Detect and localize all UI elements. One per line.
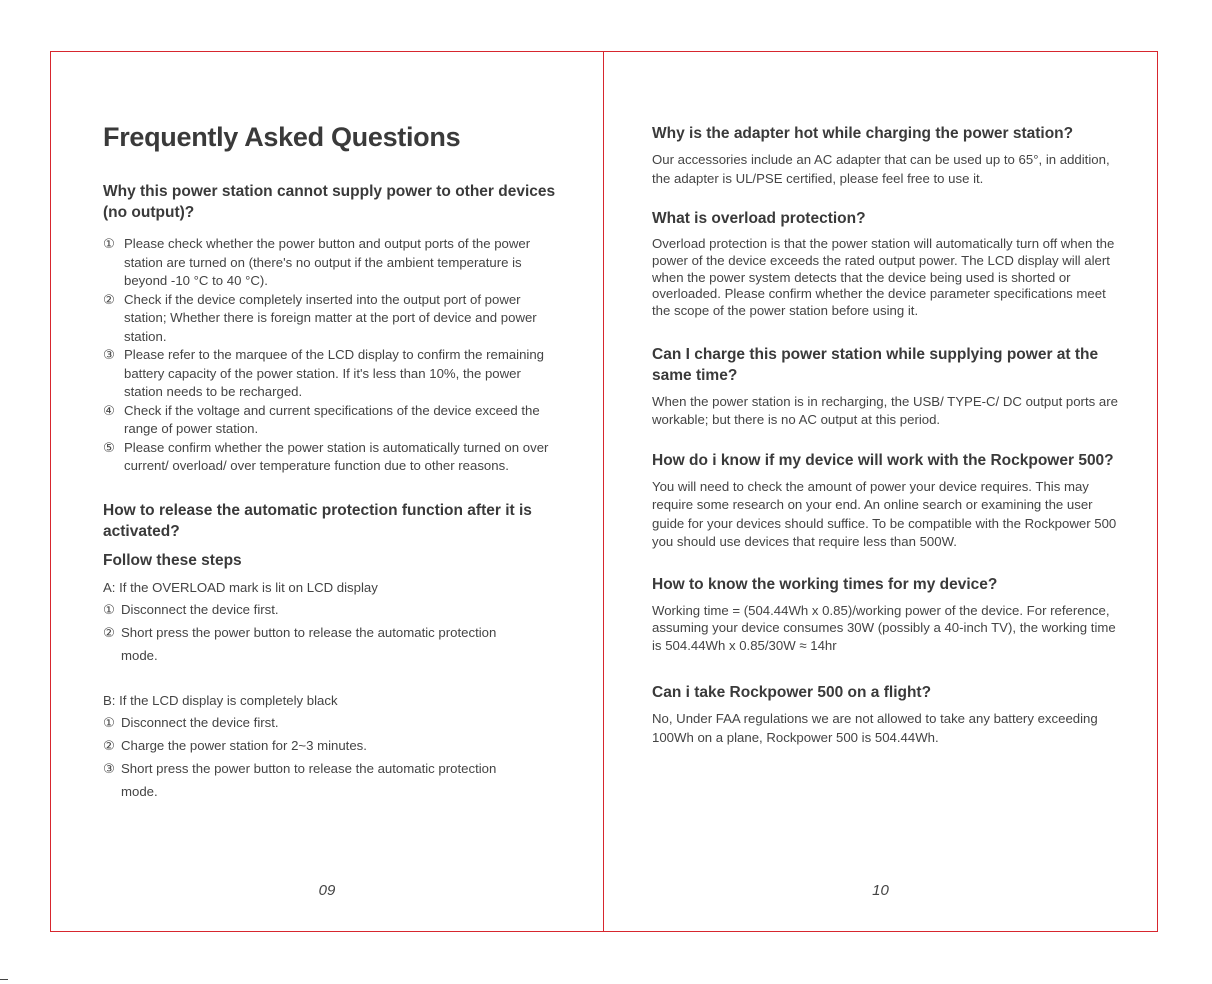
faq-answer: No, Under FAA regulations we are not allowed to take any battery exceeding 100Wh on a plane, Rockpower 500 is 504.44Wh. (652, 711, 1098, 745)
checklist-item (103, 346, 558, 402)
faq-question: How do i know if my device will work with the Rockpower 500? (652, 451, 1114, 469)
item-text: Please refer to the marquee of the LCD display to confirm the remaining battery capacity of the power station. If it's less than 10%, the power station needs to be recharged. (124, 347, 545, 399)
faq-answer: You will need to check the amount of power your device requires. This may require some research on your end. An online search or examining the user guide for your devices should suffice. To be compatible with the Rockpower 500 you should use devices that require less than 500W. (652, 478, 1117, 550)
step-text: Disconnect the device first. (121, 602, 279, 618)
faq-answer: When the power station is in recharging, the USB/ TYPE-C/ DC output ports are workable; but there is no AC output at this period. (652, 393, 1118, 428)
step-item (103, 758, 558, 781)
item-number: ② (103, 291, 115, 307)
checklist-item (103, 439, 558, 476)
case-a-label: A: If the OVERLOAD mark is lit on LCD display (103, 579, 378, 595)
step-item (103, 622, 558, 645)
item-text: Check if the voltage and current specifications of the device exceed the range of power station. (124, 402, 540, 436)
checklist-item (103, 291, 558, 347)
manual-spread (50, 51, 1158, 932)
checklist-item (103, 402, 558, 439)
spacer (103, 668, 558, 690)
item-text: Please confirm whether the power station is automatically turned on over current/ overload/ over temperature function due to other reasons. (124, 439, 549, 473)
question-release-protection: How to release the automatic protection function after it is activated? (103, 501, 532, 540)
case-b-label: B: If the LCD display is completely black (103, 692, 338, 708)
item-number: ③ (103, 347, 115, 362)
faq-answer: Our accessories include an AC adapter that can be used up to 65°, in addition, the adapter is UL/PSE certified, please feel free to use it. (652, 152, 1110, 186)
page-left (50, 51, 604, 932)
item-number: ① (103, 236, 115, 251)
step-item (103, 599, 558, 622)
step-number: ② (103, 625, 115, 641)
item-text: Please check whether the power button and output ports of the power station are turned on (there's no output if the ambient temperature is beyond -10 °C to 40 °C). (124, 236, 531, 288)
step-number: ③ (103, 761, 115, 777)
steps-heading: Follow these steps (103, 551, 242, 569)
page-number: 09 (318, 882, 336, 899)
step-number: ② (103, 738, 115, 754)
faq-question: Can i take Rockpower 500 on a flight? (652, 684, 932, 702)
no-output-checklist (103, 235, 558, 476)
left-page-content (103, 122, 558, 804)
faq-question: Can I charge this power station while supplying power at the same time? (652, 345, 1099, 384)
page-right (603, 51, 1158, 932)
step-text: Short press the power button to release the automatic protection (121, 625, 497, 641)
step-continuation: mode. (121, 783, 158, 799)
faq-question: How to know the working times for my device? (652, 575, 998, 593)
question-no-output: Why this power station cannot supply power to other devices (no output)? (103, 183, 556, 221)
step-text: Charge the power station for 2~3 minutes. (121, 738, 367, 754)
step-item (103, 735, 558, 758)
checklist-item (103, 235, 558, 291)
page-number: 10 (872, 882, 889, 899)
step-continuation: mode. (121, 647, 158, 663)
item-number: ⑤ (103, 439, 115, 455)
faq-answer: Working time = (504.44Wh x 0.85)/working power of the device. For reference, assuming your device consumes 30W (possibly a 40-inch TV), the working time is 504.44Wh x 0.85/30W ≈ 14hr (652, 602, 1116, 653)
step-number: ① (103, 715, 115, 731)
step-number: ① (103, 602, 115, 618)
item-text: Check if the device completely inserted into the output port of power station; Whether there is foreign matter at the port of device and power station. (124, 291, 537, 344)
step-text: Short press the power button to release the automatic protection (121, 761, 497, 777)
item-number: ④ (103, 402, 115, 418)
crop-mark (0, 979, 8, 980)
faq-question: Why is the adapter hot while charging the power station? (652, 125, 1074, 142)
faq-question: What is overload protection? (652, 210, 866, 227)
page-title: Frequently Asked Questions (103, 122, 461, 152)
step-item (103, 712, 558, 735)
step-text: Disconnect the device first. (121, 715, 279, 731)
faq-answer: Overload protection is that the power station will automatically turn off when the power of the device exceeds the rated output power. The LCD display will alert when the power system detects that the device being used is shorted or overloaded. Please confirm whether the device parameter specifications meet the scope of the power station before using it. (652, 236, 1115, 319)
right-page-content (652, 123, 1124, 767)
